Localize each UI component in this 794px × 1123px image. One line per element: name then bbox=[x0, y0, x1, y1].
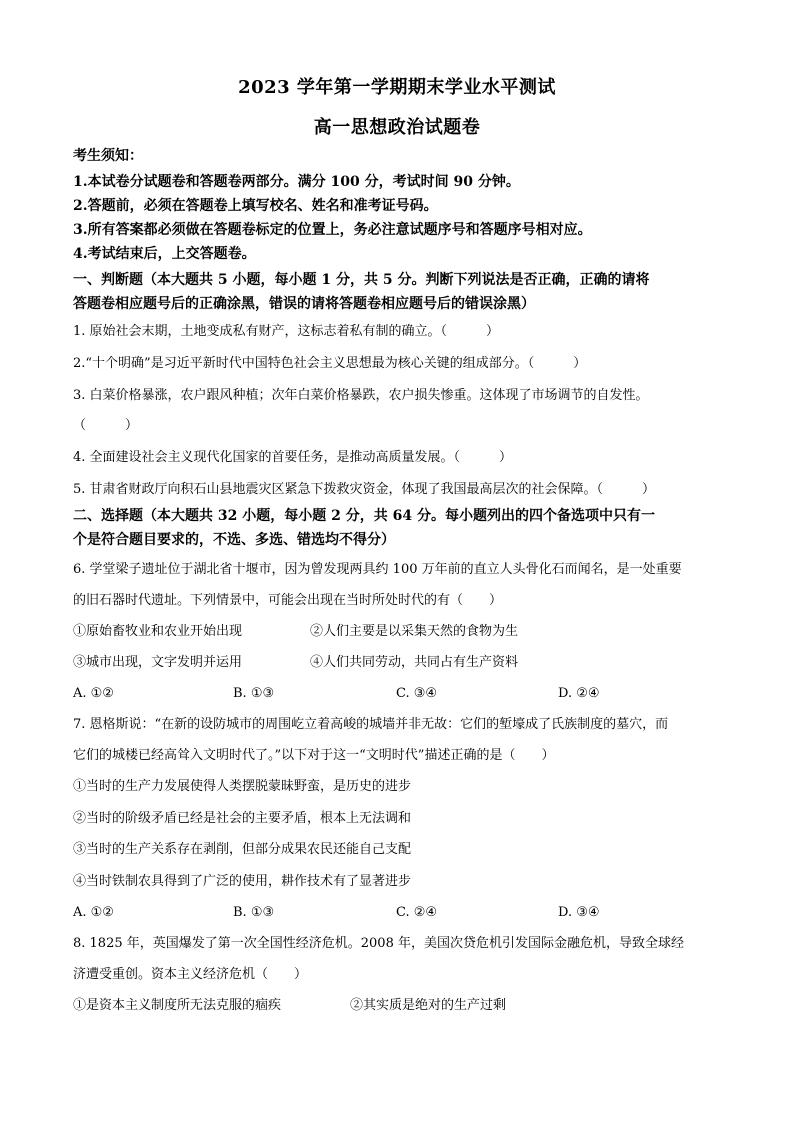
question-8-line2: 济遭受重创。资本主义经济危机（ ） bbox=[73, 967, 308, 982]
question-6-statement-3: ③城市出现，文字发明并运用 bbox=[73, 655, 243, 670]
question-6-statement-2: ②人们主要是以采集天然的食物为生 bbox=[310, 624, 519, 639]
question-3-line2: （ ） bbox=[73, 418, 139, 433]
exam-subtitle: 高一思想政治试题卷 bbox=[313, 117, 481, 138]
question-2: 2.“十个明确”是习近平新时代中国特色社会主义思想最为核心关键的组成部分。（ ） bbox=[73, 356, 587, 371]
question-6-option-b: B. ①③ bbox=[233, 686, 275, 701]
question-5: 5. 甘肃省财政厅向积石山县地震灾区紧急下拨救灾资金，体现了我国最高层次的社会保障。（ ） bbox=[73, 482, 656, 497]
notice-item-3: 3.所有答案都必须做在答题卷标定的位置上，务必注意试题序号和答题序号相对应。 bbox=[73, 222, 592, 238]
section2-heading-line2: 个是符合题目要求的，不选、多选、错选均不得分） bbox=[73, 532, 395, 548]
question-7-statement-4: ④当时铁制农具得到了广泛的使用，耕作技术有了显著进步 bbox=[73, 874, 412, 889]
question-6-statement-1: ①原始畜牧业和农业开始出现 bbox=[73, 624, 243, 639]
question-7-option-c: C. ②④ bbox=[396, 905, 438, 920]
notice-item-1: 1.本试卷分试题卷和答题卷两部分。满分 100 分，考试时间 90 分钟。 bbox=[73, 174, 520, 190]
section2-heading-line1: 二、选择题（本大题共 32 小题，每小题 2 分，共 64 分。每小题列出的四个备选项中只有一 bbox=[73, 508, 655, 524]
question-7-statement-2: ②当时的阶级矛盾已经是社会的主要矛盾，根本上无法调和 bbox=[73, 811, 412, 826]
question-6-option-d: D. ②④ bbox=[558, 686, 600, 701]
notice-item-4: 4.考试结束后，上交答题卷。 bbox=[73, 246, 256, 262]
question-6-statement-4: ④人们共同劳动，共同占有生产资料 bbox=[310, 655, 519, 670]
section1-heading-line2: 答题卷相应题号后的正确涂黑，错误的请将答题卷相应题号后的错误涂黑） bbox=[73, 296, 535, 312]
notice-item-2: 2.答题前，必须在答题卷上填写校名、姓名和准考证号码。 bbox=[73, 198, 438, 214]
question-7-statement-1: ①当时的生产力发展使得人类摆脱蒙昧野蛮，是历史的进步 bbox=[73, 779, 412, 794]
section1-heading-line1: 一、判断题（本大题共 5 小题，每小题 1 分，共 5 分。判断下列说法是否正确，正确的请将 bbox=[73, 272, 650, 288]
exam-title: 2023 学年第一学期期末学业水平测试 bbox=[238, 77, 556, 98]
question-6-option-a: A. ①② bbox=[73, 686, 114, 701]
question-6-line1: 6. 学堂梁子遗址位于湖北省十堰市，因为曾发现两具约 100 万年前的直立人头骨化石而闻名，是一处重要 bbox=[73, 562, 682, 577]
question-8-statement-2: ②其实质是绝对的生产过剩 bbox=[350, 998, 507, 1013]
question-7-statement-3: ③当时的生产关系存在剥削，但部分成果农民还能自己支配 bbox=[73, 842, 412, 857]
question-6-option-c: C. ③④ bbox=[396, 686, 438, 701]
question-7-option-d: D. ③④ bbox=[558, 905, 600, 920]
notice-heading: 考生须知： bbox=[73, 148, 143, 164]
question-8-line1: 8. 1825 年，英国爆发了第一次全国性经济危机。2008 年，美国次贷危机引发国际金融危机，导致全球经 bbox=[73, 936, 684, 951]
question-7-line2: 它们的城楼已经高耸入文明时代了。”以下对于这一“文明时代”描述正确的是（ ） bbox=[73, 748, 555, 763]
question-6-line2: 的旧石器时代遗址。下列情景中，可能会出现在当时所处时代的有（ ） bbox=[73, 593, 503, 608]
question-1: 1. 原始社会末期，土地变成私有财产，这标志着私有制的确立。（ ） bbox=[73, 324, 500, 339]
question-8-statement-1: ①是资本主义制度所无法克服的痼疾 bbox=[73, 998, 282, 1013]
question-7-line1: 7. 恩格斯说：“在新的设防城市的周围屹立着高峻的城墙并非无故：它们的堑壕成了氏族制度的墓穴，而 bbox=[73, 717, 669, 732]
question-7-option-a: A. ①② bbox=[73, 905, 114, 920]
question-7-option-b: B. ①③ bbox=[233, 905, 275, 920]
question-3-line1: 3. 白菜价格暴涨，农户跟风种植；次年白菜价格暴跌，农户损失惨重。这体现了市场调节的自发性。 bbox=[73, 388, 649, 403]
question-4: 4. 全面建设社会主义现代化国家的首要任务，是推动高质量发展。（ ） bbox=[73, 450, 513, 465]
